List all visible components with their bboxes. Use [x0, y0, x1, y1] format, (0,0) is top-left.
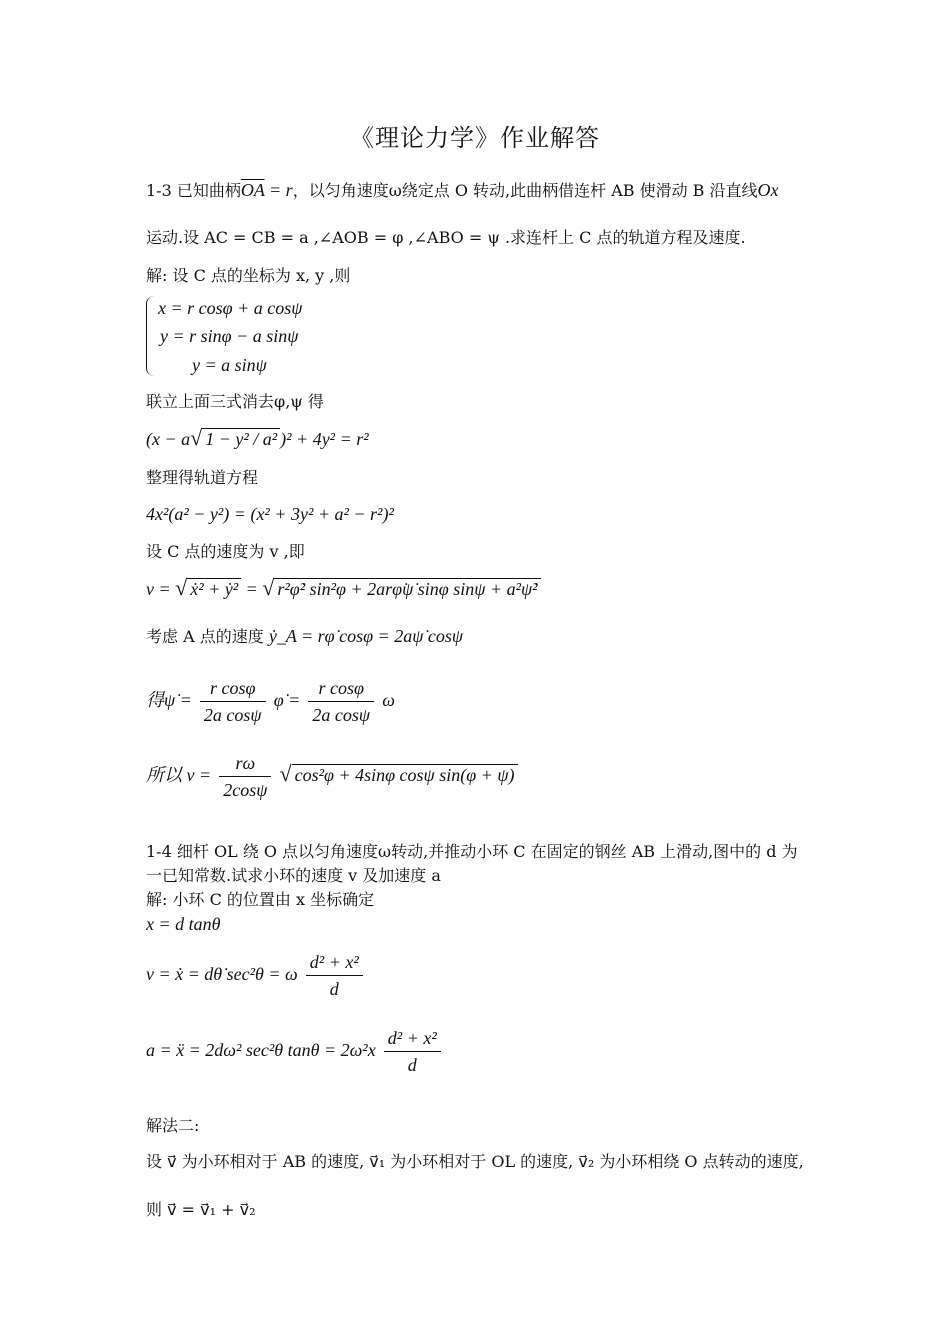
fraction-1	[200, 677, 266, 726]
crank-length-eq: = r	[264, 180, 293, 200]
ring-acceleration-equation	[146, 1026, 444, 1076]
equation-system-brace	[146, 296, 157, 376]
fraction-2-den: 2a cosψ	[312, 705, 371, 725]
arrange-text: 整理得轨道方程	[146, 468, 259, 487]
system-equation-2: y = r sinφ − a sinψ	[160, 326, 299, 346]
sqrt-icon: √	[262, 575, 275, 600]
fraction-3-num: rω	[219, 752, 271, 777]
psi-dot-mid: φ̇ =	[273, 690, 301, 710]
fraction-5-den: d	[407, 1055, 417, 1075]
fraction-1-den: 2a cosψ	[203, 705, 262, 725]
velocity-equation	[146, 576, 541, 601]
v-equals: =	[241, 579, 263, 599]
method-two-definition: 设 v⃗ 为小环相对于 AB 的速度, v⃗₁ 为小环相对于 OL 的速度, v⃗₂ 为小环相绕 O 点转动的速度,	[146, 1152, 804, 1171]
problem-1-4-statement-line2: 一已知常数.试求小环的速度 v 及加速度 a	[146, 866, 441, 885]
elim-part-a: (x − a	[146, 429, 191, 449]
psi-dot-lhs: 得ψ̇ =	[146, 690, 192, 710]
v-radicand-2: r²φ̇² sin²φ + 2arφ̇ψ̇ sinφ sinψ + a²ψ̇²	[274, 578, 540, 599]
problem-1-4-solution-intro: 解: 小环 C 的位置由 x 坐标确定	[146, 890, 375, 909]
eliminated-equation	[146, 426, 369, 451]
system-equation-1: x = r cosφ + a cosψ	[158, 298, 303, 318]
position-equation: x = d tanθ	[146, 914, 221, 934]
crank-oa-symbol: $\overline{OA}$	[240, 180, 265, 200]
problem-1-3-statement-line1	[146, 178, 779, 203]
problem-1-3-statement-line2: 运动.设 AC = CB = a ,∠AOB = φ ,∠ABO = ψ .求连杆上 C 点的轨道方程及速度.	[146, 228, 746, 247]
sqrt-icon: √	[279, 761, 292, 786]
fraction-3	[219, 752, 271, 801]
v-radicand-1: ẋ² + ẏ²	[187, 578, 241, 599]
fraction-4-den: d	[329, 979, 339, 999]
eliminate-text: 联立上面三式消去φ,ψ 得	[146, 392, 324, 411]
fraction-5	[384, 1027, 441, 1076]
problem-1-3-solution-intro: 解: 设 C 点的坐标为 x, y ,则	[146, 266, 351, 285]
point-a-velocity-eq: ẏ_A = rφ̇ cosφ = 2aψ̇ cosψ	[268, 626, 464, 646]
system-equation-3: y = a sinψ	[192, 355, 267, 375]
fraction-2	[308, 677, 374, 726]
method-two-vector-sum: 则 v⃗ = v⃗₁ + v⃗₂	[146, 1200, 256, 1219]
ring-velocity-equation	[146, 950, 366, 1000]
statement-text: 1-3 已知曲柄	[146, 181, 241, 200]
method-two-heading: 解法二:	[146, 1116, 200, 1135]
final-radicand: cos²φ + 4sinφ cosψ sin(φ + ψ)	[292, 764, 518, 785]
fraction-2-num: r cosφ	[308, 677, 374, 702]
problem-1-4-statement-line1: 1-4 细杆 OL 绕 O 点以匀角速度ω转动,并推动小环 C 在固定的钢丝 AB 上滑动,图中的 d 为	[146, 842, 798, 861]
elim-radicand: 1 − y² / a²	[202, 428, 280, 449]
statement-text-rest: ，以匀角速度ω绕定点 O 转动,此曲柄借连杆 AB 使滑动 B 沿直线	[292, 181, 758, 200]
point-a-velocity-line	[146, 624, 463, 649]
ring-velocity-lhs: v = ẋ = dθ̇ sec²θ = ω	[146, 964, 298, 984]
fraction-1-num: r cosφ	[200, 677, 266, 702]
sqrt-icon: √	[175, 575, 188, 600]
omega-symbol: ω	[382, 690, 395, 710]
fraction-3-den: 2cosψ	[223, 780, 268, 800]
final-velocity-equation	[146, 750, 518, 801]
v-lhs: v =	[146, 579, 171, 599]
velocity-intro: 设 C 点的速度为 v ,即	[146, 542, 305, 561]
axis-ox-symbol: Ox	[757, 180, 779, 200]
trajectory-equation: 4x²(a² − y²) = (x² + 3y² + a² − r²)²	[146, 504, 394, 524]
sqrt-icon: √	[190, 425, 203, 450]
fraction-4-num: d² + x²	[306, 951, 363, 976]
elim-part-b: )² + 4y² = r²	[280, 429, 369, 449]
so-v-lhs: 所以 v =	[146, 765, 212, 785]
fraction-5-num: d² + x²	[384, 1027, 441, 1052]
document-title: 《理论力学》作业解答	[350, 124, 600, 152]
ring-acceleration-lhs: a = ẍ = 2dω² sec²θ tanθ = 2ω²x	[146, 1040, 376, 1060]
fraction-4	[306, 951, 363, 1000]
consider-text: 考虑 A 点的速度	[146, 627, 264, 646]
psi-dot-equation	[146, 676, 395, 726]
